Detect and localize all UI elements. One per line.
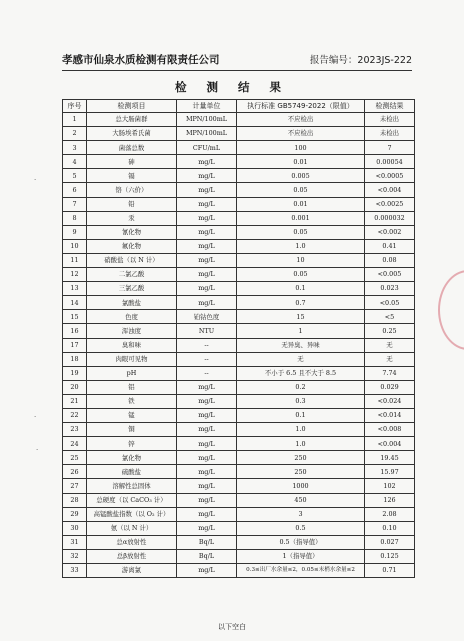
cell-unit: mg/L bbox=[177, 493, 237, 507]
cell-result: 19.45 bbox=[365, 451, 415, 465]
cell-unit: mg/L bbox=[177, 380, 237, 394]
cell-unit: mg/L bbox=[177, 521, 237, 535]
cell-item: 总硬度（以 CaCO₃ 计） bbox=[87, 493, 177, 507]
cell-standard: 3 bbox=[237, 507, 365, 521]
cell-standard: 0.05 bbox=[237, 225, 365, 239]
cell-unit: MPN/100mL bbox=[177, 113, 237, 127]
cell-standard: 0.05 bbox=[237, 268, 365, 282]
table-row bbox=[63, 380, 415, 394]
table-row bbox=[63, 183, 415, 197]
cell-no: 27 bbox=[63, 479, 87, 493]
cell-no: 11 bbox=[63, 253, 87, 267]
cell-standard: 100 bbox=[237, 141, 365, 155]
cell-no: 9 bbox=[63, 225, 87, 239]
cell-standard: 10 bbox=[237, 253, 365, 267]
cell-standard: 250 bbox=[237, 451, 365, 465]
cell-unit: mg/L bbox=[177, 183, 237, 197]
cell-result: <0.005 bbox=[365, 268, 415, 282]
cell-item: 臭和味 bbox=[87, 338, 177, 352]
cell-unit: mg/L bbox=[177, 394, 237, 408]
col-header-no: 序号 bbox=[63, 100, 87, 113]
cell-item: 色度 bbox=[87, 310, 177, 324]
table-row bbox=[63, 451, 415, 465]
table-row bbox=[63, 521, 415, 535]
cell-unit: mg/L bbox=[177, 423, 237, 437]
table-body bbox=[63, 113, 415, 578]
cell-unit: mg/L bbox=[177, 408, 237, 422]
cell-item: 总α放射性 bbox=[87, 535, 177, 549]
cell-standard: 0.01 bbox=[237, 197, 365, 211]
cell-standard: 15 bbox=[237, 310, 365, 324]
cell-unit: mg/L bbox=[177, 465, 237, 479]
cell-result: 0.41 bbox=[365, 239, 415, 253]
cell-result: <0.0005 bbox=[365, 169, 415, 183]
cell-unit: mg/L bbox=[177, 225, 237, 239]
cell-standard: 0.1 bbox=[237, 408, 365, 422]
cell-unit: mg/L bbox=[177, 479, 237, 493]
cell-standard: 450 bbox=[237, 493, 365, 507]
table-row bbox=[63, 296, 415, 310]
cell-item: 铬（六价） bbox=[87, 183, 177, 197]
cell-unit: CFU/mL bbox=[177, 141, 237, 155]
cell-item: 硫酸盐 bbox=[87, 465, 177, 479]
cell-result: 0.00054 bbox=[365, 155, 415, 169]
cell-standard: 1.0 bbox=[237, 437, 365, 451]
cell-item: 浑浊度 bbox=[87, 324, 177, 338]
cell-no: 24 bbox=[63, 437, 87, 451]
cell-item: 总大肠菌群 bbox=[87, 113, 177, 127]
cell-standard: 无异臭、异味 bbox=[237, 338, 365, 352]
cell-standard: 0.7 bbox=[237, 296, 365, 310]
cell-result: <0.008 bbox=[365, 423, 415, 437]
table-row bbox=[63, 155, 415, 169]
table-row bbox=[63, 282, 415, 296]
cell-item: 总β放射性 bbox=[87, 549, 177, 563]
cell-no: 31 bbox=[63, 535, 87, 549]
cell-item: 镉 bbox=[87, 169, 177, 183]
table-row bbox=[63, 366, 415, 380]
cell-no: 17 bbox=[63, 338, 87, 352]
cell-no: 16 bbox=[63, 324, 87, 338]
cell-unit: mg/L bbox=[177, 268, 237, 282]
cell-result: 0.029 bbox=[365, 380, 415, 394]
cell-item: 氨（以 N 计） bbox=[87, 521, 177, 535]
cell-no: 19 bbox=[63, 366, 87, 380]
cell-unit: mg/L bbox=[177, 211, 237, 225]
cell-item: 游离氯 bbox=[87, 564, 177, 578]
cell-no: 21 bbox=[63, 394, 87, 408]
cell-result: 0.000032 bbox=[365, 211, 415, 225]
cell-result: 7 bbox=[365, 141, 415, 155]
cell-no: 6 bbox=[63, 183, 87, 197]
cell-item: 菌落总数 bbox=[87, 141, 177, 155]
cell-unit: NTU bbox=[177, 324, 237, 338]
cell-no: 33 bbox=[63, 564, 87, 578]
cell-item: 溶解性总固体 bbox=[87, 479, 177, 493]
cell-result: 未检出 bbox=[365, 113, 415, 127]
cell-result: <0.004 bbox=[365, 183, 415, 197]
cell-standard: 0.01 bbox=[237, 155, 365, 169]
cell-no: 3 bbox=[63, 141, 87, 155]
margin-mark: · bbox=[36, 446, 39, 454]
cell-standard: 1000 bbox=[237, 479, 365, 493]
col-header-standard: 执行标准 GB5749-2022（限值） bbox=[237, 100, 365, 113]
cell-result: 7.74 bbox=[365, 366, 415, 380]
report-header bbox=[62, 52, 412, 67]
cell-item: 硝酸盐（以 N 计） bbox=[87, 253, 177, 267]
cell-item: 锰 bbox=[87, 408, 177, 422]
table-row bbox=[63, 268, 415, 282]
cell-unit: mg/L bbox=[177, 296, 237, 310]
cell-item: 肉眼可见物 bbox=[87, 352, 177, 366]
cell-result: <5 bbox=[365, 310, 415, 324]
cell-unit: mg/L bbox=[177, 564, 237, 578]
cell-standard: 0.3≤出厂水余量≤2，0.05≤末梢水余量≤2 bbox=[237, 564, 365, 578]
cell-unit: mg/L bbox=[177, 507, 237, 521]
cell-item: 氯酸盐 bbox=[87, 296, 177, 310]
cell-item: 汞 bbox=[87, 211, 177, 225]
report-number-label: 报告编号： bbox=[309, 55, 358, 66]
cell-no: 20 bbox=[63, 380, 87, 394]
cell-unit: mg/L bbox=[177, 197, 237, 211]
table-row bbox=[63, 197, 415, 211]
cell-standard: 1（指导值） bbox=[237, 549, 365, 563]
cell-result: 0.08 bbox=[365, 253, 415, 267]
cell-no: 25 bbox=[63, 451, 87, 465]
cell-item: 氯化物 bbox=[87, 451, 177, 465]
cell-unit: -- bbox=[177, 338, 237, 352]
table-row bbox=[63, 479, 415, 493]
table-row bbox=[63, 225, 415, 239]
cell-standard: 不应检出 bbox=[237, 127, 365, 141]
cell-item: 锌 bbox=[87, 437, 177, 451]
cell-no: 14 bbox=[63, 296, 87, 310]
cell-standard: 0.5 bbox=[237, 521, 365, 535]
cell-standard: 0.3 bbox=[237, 394, 365, 408]
cell-result: 2.08 bbox=[365, 507, 415, 521]
table-row bbox=[63, 113, 415, 127]
cell-item: 大肠埃希氏菌 bbox=[87, 127, 177, 141]
cell-result: 0.10 bbox=[365, 521, 415, 535]
cell-item: 氟化物 bbox=[87, 239, 177, 253]
header-divider bbox=[62, 70, 412, 71]
col-header-result: 检测结果 bbox=[365, 100, 415, 113]
table-row bbox=[63, 408, 415, 422]
cell-standard: 250 bbox=[237, 465, 365, 479]
cell-result: 无 bbox=[365, 352, 415, 366]
report-number-value: 2023JS-222 bbox=[357, 55, 412, 66]
cell-no: 30 bbox=[63, 521, 87, 535]
table-row bbox=[63, 465, 415, 479]
cell-no: 28 bbox=[63, 493, 87, 507]
table-row bbox=[63, 423, 415, 437]
cell-no: 7 bbox=[63, 197, 87, 211]
table-row bbox=[63, 127, 415, 141]
cell-unit: MPN/100mL bbox=[177, 127, 237, 141]
cell-standard: 0.1 bbox=[237, 282, 365, 296]
table-row bbox=[63, 535, 415, 549]
table-row bbox=[63, 507, 415, 521]
table-row bbox=[63, 493, 415, 507]
cell-item: pH bbox=[87, 366, 177, 380]
cell-standard: 0.05 bbox=[237, 183, 365, 197]
cell-unit: mg/L bbox=[177, 253, 237, 267]
cell-no: 18 bbox=[63, 352, 87, 366]
table-row bbox=[63, 437, 415, 451]
cell-result: <0.0025 bbox=[365, 197, 415, 211]
cell-unit: mg/L bbox=[177, 437, 237, 451]
cell-result: <0.002 bbox=[365, 225, 415, 239]
table-row bbox=[63, 324, 415, 338]
cell-standard: 不小于 6.5 且不大于 8.5 bbox=[237, 366, 365, 380]
margin-mark: · bbox=[34, 413, 37, 421]
col-header-unit: 计量单位 bbox=[177, 100, 237, 113]
table-row bbox=[63, 239, 415, 253]
cell-no: 22 bbox=[63, 408, 87, 422]
cell-standard: 0.2 bbox=[237, 380, 365, 394]
cell-no: 15 bbox=[63, 310, 87, 324]
table-header-row bbox=[63, 100, 415, 113]
cell-item: 高锰酸盐指数（以 O₂ 计） bbox=[87, 507, 177, 521]
cell-result: 无 bbox=[365, 338, 415, 352]
cell-result: <0.014 bbox=[365, 408, 415, 422]
cell-no: 13 bbox=[63, 282, 87, 296]
table-row bbox=[63, 310, 415, 324]
cell-item: 二氯乙酸 bbox=[87, 268, 177, 282]
cell-no: 5 bbox=[63, 169, 87, 183]
cell-unit: mg/L bbox=[177, 239, 237, 253]
report-number bbox=[310, 52, 412, 66]
cell-no: 10 bbox=[63, 239, 87, 253]
cell-unit: -- bbox=[177, 352, 237, 366]
cell-result: <0.024 bbox=[365, 394, 415, 408]
cell-result: 102 bbox=[365, 479, 415, 493]
cell-unit: mg/L bbox=[177, 451, 237, 465]
cell-no: 4 bbox=[63, 155, 87, 169]
cell-standard: 0.5（指导值） bbox=[237, 535, 365, 549]
cell-item: 铁 bbox=[87, 394, 177, 408]
cell-no: 12 bbox=[63, 268, 87, 282]
cell-standard: 无 bbox=[237, 352, 365, 366]
cell-result: 0.71 bbox=[365, 564, 415, 578]
page-title: 检 测 结 果 bbox=[174, 80, 289, 94]
end-note: 以下空白 bbox=[218, 623, 246, 631]
cell-result: 126 bbox=[365, 493, 415, 507]
cell-unit: mg/L bbox=[177, 282, 237, 296]
cell-result: 0.125 bbox=[365, 549, 415, 563]
cell-standard: 1.0 bbox=[237, 239, 365, 253]
cell-no: 8 bbox=[63, 211, 87, 225]
cell-result: 15.97 bbox=[365, 465, 415, 479]
cell-no: 29 bbox=[63, 507, 87, 521]
table-row bbox=[63, 564, 415, 578]
cell-item: 砷 bbox=[87, 155, 177, 169]
cell-no: 32 bbox=[63, 549, 87, 563]
cell-result: 0.25 bbox=[365, 324, 415, 338]
cell-item: 铅 bbox=[87, 197, 177, 211]
cell-no: 2 bbox=[63, 127, 87, 141]
table-row bbox=[63, 549, 415, 563]
table-row bbox=[63, 338, 415, 352]
cell-standard: 不应检出 bbox=[237, 113, 365, 127]
cell-unit: -- bbox=[177, 366, 237, 380]
cell-unit: 铂钴色度 bbox=[177, 310, 237, 324]
cell-unit: mg/L bbox=[177, 155, 237, 169]
results-table bbox=[62, 99, 415, 578]
cell-item: 铝 bbox=[87, 380, 177, 394]
cell-standard: 0.005 bbox=[237, 169, 365, 183]
cell-unit: Bq/L bbox=[177, 549, 237, 563]
cell-unit: Bq/L bbox=[177, 535, 237, 549]
cell-no: 23 bbox=[63, 423, 87, 437]
col-header-item: 检测项目 bbox=[87, 100, 177, 113]
table-row bbox=[63, 141, 415, 155]
table-row bbox=[63, 253, 415, 267]
table-row bbox=[63, 169, 415, 183]
company-seal bbox=[438, 270, 464, 350]
margin-mark: · bbox=[34, 176, 37, 184]
cell-no: 1 bbox=[63, 113, 87, 127]
cell-item: 氰化物 bbox=[87, 225, 177, 239]
cell-standard: 1 bbox=[237, 324, 365, 338]
cell-result: <0.05 bbox=[365, 296, 415, 310]
cell-result: 未检出 bbox=[365, 127, 415, 141]
cell-unit: mg/L bbox=[177, 169, 237, 183]
company-name: 孝感市仙泉水质检测有限责任公司 bbox=[62, 54, 220, 66]
cell-item: 三氯乙酸 bbox=[87, 282, 177, 296]
cell-no: 26 bbox=[63, 465, 87, 479]
cell-item: 铜 bbox=[87, 423, 177, 437]
cell-result: 0.023 bbox=[365, 282, 415, 296]
cell-result: <0.004 bbox=[365, 437, 415, 451]
cell-standard: 0.001 bbox=[237, 211, 365, 225]
table-row bbox=[63, 394, 415, 408]
cell-standard: 1.0 bbox=[237, 423, 365, 437]
cell-result: 0.027 bbox=[365, 535, 415, 549]
table-row bbox=[63, 211, 415, 225]
table-row bbox=[63, 352, 415, 366]
